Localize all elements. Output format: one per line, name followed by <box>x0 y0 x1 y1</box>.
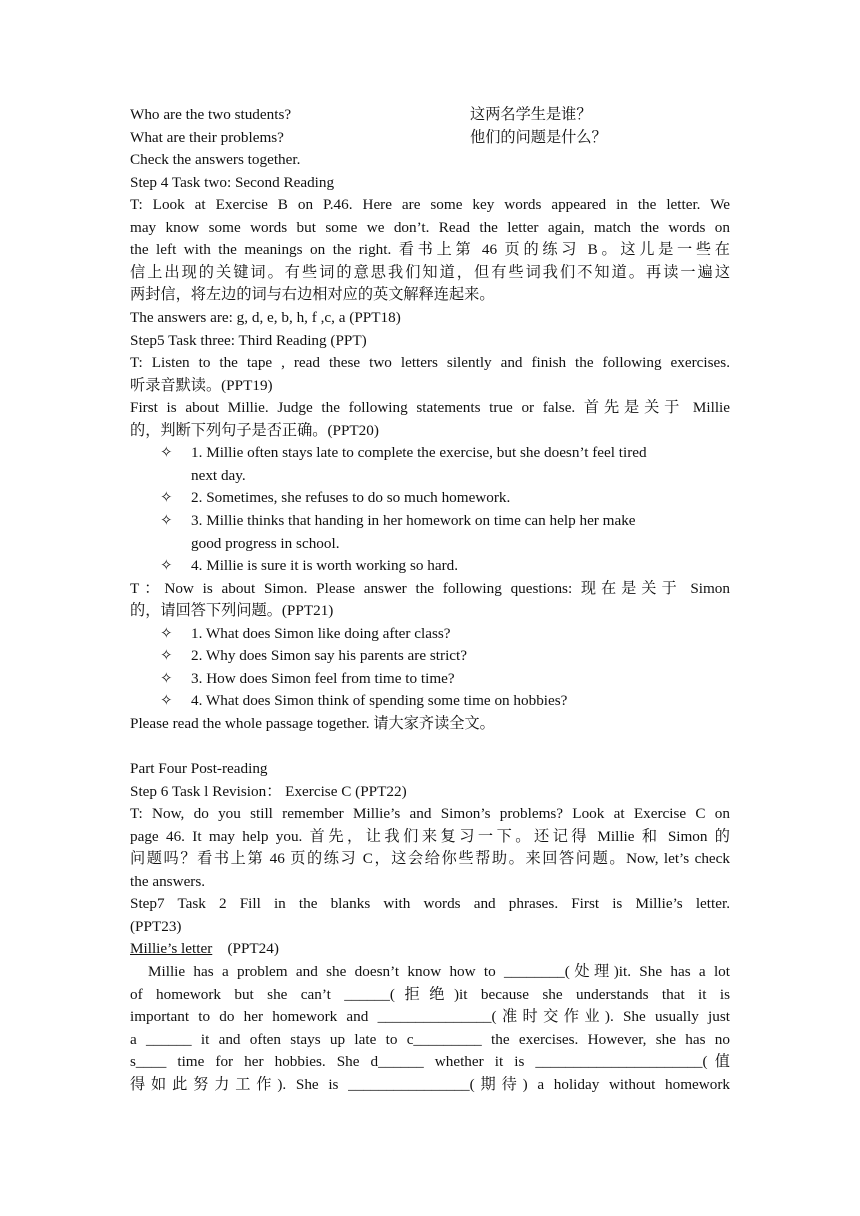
text-line: 的，判断下列句子是否正确。(PPT20) <box>130 422 379 439</box>
part-heading: Part Four Post-reading <box>130 760 268 777</box>
diamond-bullet-icon: ✧ <box>160 444 173 461</box>
list-item: ✧ 4. Millie is sure it is worth working so hard. <box>160 555 730 578</box>
letter-title: Millie’s letter <box>130 940 213 957</box>
diamond-bullet-icon: ✧ <box>160 625 173 642</box>
step-heading: Step 6 Task l Revision： Exercise C (PPT22) <box>130 783 407 800</box>
list-item: ✧ 4. What does Simon think of spending some time on hobbies? <box>160 690 730 713</box>
text-line: What are their problems? 他们的问题是什么？ <box>130 129 607 146</box>
answers-line: The answers are: g, d, e, b, h, f ,c, a (PPT18) <box>130 309 401 326</box>
text-line: 信上出现的关键词。有些词的意思我们知道，但有些词我们不知道。再读一遍这 <box>130 264 730 281</box>
diamond-bullet-icon: ✧ <box>160 647 173 664</box>
diamond-bullet-icon: ✧ <box>160 670 173 687</box>
text-line: 两封信，将左边的词与右边相对应的英文解释连起来。 <box>130 286 495 303</box>
list-item: ✧ 3. How does Simon feel from time to time? <box>160 668 730 691</box>
diamond-bullet-icon: ✧ <box>160 489 173 506</box>
list-item: ✧ 3. Millie thinks that handing in her homework on time can help her make <box>160 510 730 533</box>
letter-heading: Millie’s letter (PPT24) <box>130 940 279 957</box>
text-line: may know some words but some we don’t. Read the letter again, match the words on <box>130 219 730 236</box>
cloze-line: 得如此努力工作). She is ________________(期待) a holiday without homework <box>130 1076 730 1093</box>
text-line: T：Now is about Simon. Please answer the following questions: 现在是关于 Simon <box>130 580 730 597</box>
diamond-bullet-icon: ✧ <box>160 557 173 574</box>
step-heading: Step7 Task 2 Fill in the blanks with words and phrases. First is Millie’s letter. <box>130 895 730 912</box>
cloze-line: Millie has a problem and she doesn’t know how to ________(处理)it. She has a lot <box>148 963 730 980</box>
list-item: ✧ 2. Sometimes, she refuses to do so much homework. <box>160 487 730 510</box>
diamond-bullet-icon: ✧ <box>160 512 173 529</box>
text-line: the left with the meanings on the right. 看书上第 46 页的练习 B。这儿是一些在 <box>130 241 730 258</box>
text-line: First is about Millie. Judge the following statements true or false. 首先是关于 Millie <box>130 399 730 416</box>
step-heading: Step 4 Task two: Second Reading <box>130 174 335 191</box>
text-line: 听录音默读。(PPT19) <box>130 377 273 394</box>
cloze-line: important to do her homework and _______________(准时交作业). She usually just <box>130 1008 730 1025</box>
list-item: ✧ 2. Why does Simon say his parents are strict? <box>160 645 730 668</box>
list-item-continuation: good progress in school. <box>191 535 340 552</box>
text-line: page 46. It may help you. 首先，让我们来复习一下。还记得 Millie 和 Simon 的 <box>130 828 730 845</box>
text-line: T: Now, do you still remember Millie’s and Simon’s problems? Look at Exercise C on <box>130 805 730 822</box>
diamond-bullet-icon: ✧ <box>160 692 173 709</box>
text-line: T: Listen to the tape , read these two letters silently and finish the following exercises. <box>130 354 730 371</box>
list-item: ✧ 1. Millie often stays late to complete the exercise, but she doesn’t feel tired <box>160 442 730 465</box>
cloze-line: s____ time for her hobbies. She d______ whether it is ______________________(值 <box>130 1053 730 1070</box>
text-line: the answers. <box>130 873 206 890</box>
cloze-line: a ______ it and often stays up late to c_________ the exercises. However, she has no <box>130 1031 730 1048</box>
text-line: (PPT23) <box>130 918 182 935</box>
text-line: T: Look at Exercise B on P.46. Here are some key words appeared in the letter. We <box>130 196 730 213</box>
text-line: 问题吗？看书上第 46 页的练习 C，这会给你些帮助。来回答问题。Now, let’s check <box>130 850 730 867</box>
text-line: Please read the whole passage together. 请大家齐读全文。 <box>130 715 495 732</box>
text-line: Check the answers together. <box>130 151 301 168</box>
list-item-continuation: next day. <box>191 467 246 484</box>
text-line: Who are the two students? 这两名学生是谁？ <box>130 106 592 123</box>
list-item: ✧ 1. What does Simon like doing after class? <box>160 623 730 646</box>
step-heading: Step5 Task three: Third Reading (PPT) <box>130 332 367 349</box>
text-line: 的，请回答下列问题。(PPT21) <box>130 602 334 619</box>
cloze-line: of homework but she can’t ______(拒绝)it because she understands that it is <box>130 986 730 1003</box>
